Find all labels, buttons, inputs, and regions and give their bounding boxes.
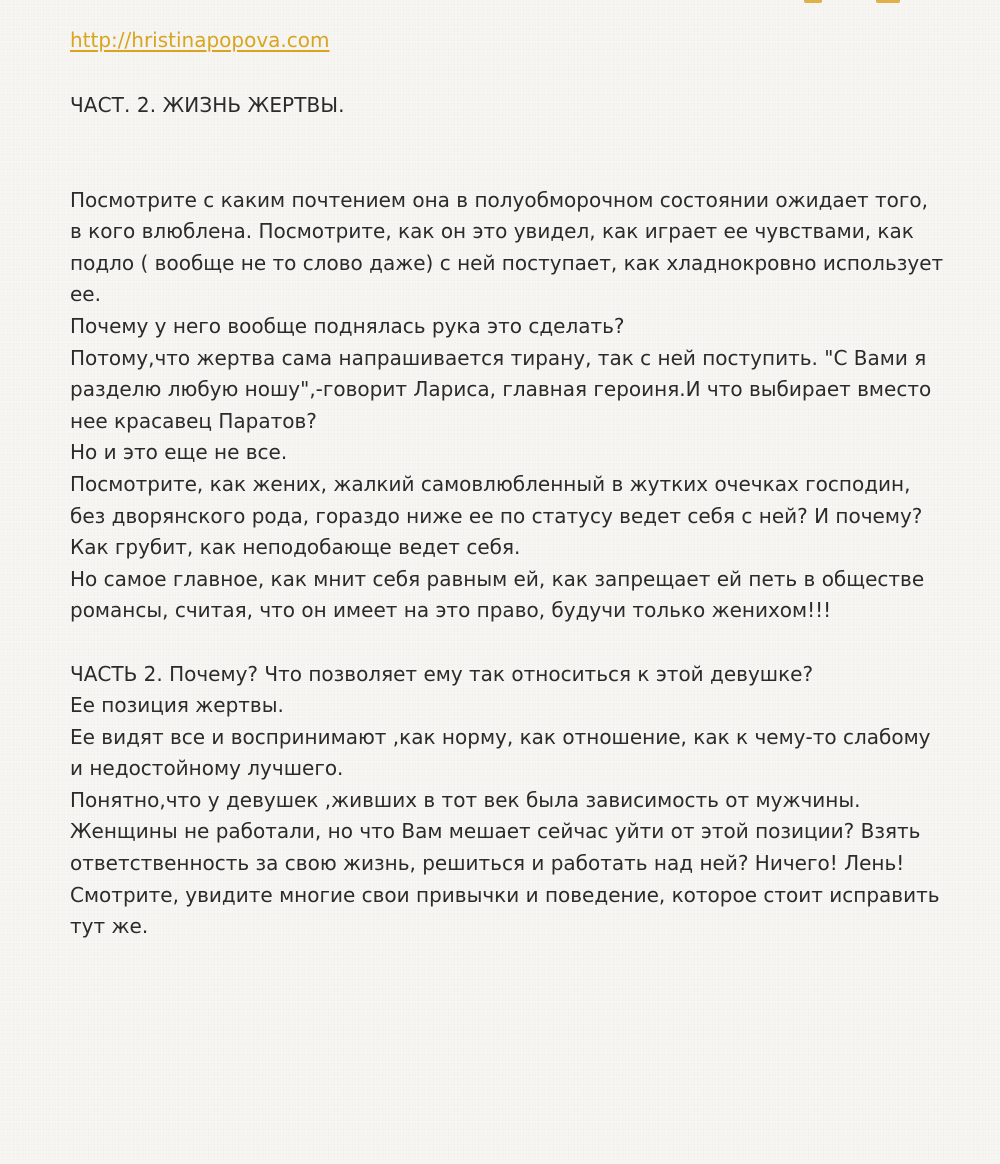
text-line: Посмотрите с каким почтением она в полуобморочном состоянии ожидает того, [70, 187, 928, 212]
text-line: Посмотрите, как жених, жалкий самовлюбленный в жутких очечках господин, [70, 471, 911, 496]
website-link[interactable]: http://hristinapopova.com [70, 28, 330, 52]
text-line: ее. [70, 282, 101, 307]
text-line: Но и это еще не все. [70, 440, 288, 465]
status-icon [876, 0, 900, 3]
text-line: Ее позиция жертвы. [70, 693, 284, 718]
text-line: Но самое главное, как мнит себя равным ей, как запрещает ей петь в обществе [70, 566, 925, 591]
text-line: ответственность за свою жизнь, решиться и работать над ней? Ничего! Лень! [70, 851, 905, 876]
paragraph-part-1 [70, 185, 950, 627]
status-icon [804, 0, 822, 3]
status-bar-fragment [800, 0, 910, 4]
text-line: разделю любую ношу",-говорит Лариса, главная героиня.И что выбирает вместо [70, 377, 932, 402]
text-line: Ее видят все и воспринимают ,как норму, как отношение, как к чему-то слабому [70, 724, 931, 749]
paragraph-part-2 [70, 659, 950, 943]
text-line: в кого влюблена. Посмотрите, как он это увидел, как играет ее чувствами, как [70, 219, 914, 244]
section-heading: ЧАСТ. 2. ЖИЗНЬ ЖЕРТВЫ. [70, 93, 345, 117]
text-line: тут же. [70, 914, 149, 939]
text-line: без дворянского рода, гораздо ниже ее по статусу ведет себя с ней? И почему? [70, 503, 923, 528]
text-line: Женщины не работали, но что Вам мешает сейчас уйти от этой позиции? Взять [70, 819, 921, 844]
text-line: Понятно,что у девушек ,живших в тот век была зависимость от мужчины. [70, 787, 861, 812]
text-line: романсы, считая, что он имеет на это право, будучи только женихом!!! [70, 598, 832, 623]
text-line: Смотрите, увидите многие свои привычки и поведение, которое стоит исправить [70, 882, 940, 907]
note-page [70, 24, 950, 943]
text-line: Почему у него вообще поднялась рука это сделать? [70, 313, 625, 338]
text-line: и недостойному лучшего. [70, 756, 344, 781]
text-line: Как грубит, как неподобающе ведет себя. [70, 535, 521, 560]
text-line: ЧАСТЬ 2. Почему? Что позволяет ему так относиться к этой девушке? [70, 661, 814, 686]
text-line: подло ( вообще не то слово даже) с ней поступает, как хладнокровно использует [70, 250, 944, 275]
text-line: нее красавец Паратов? [70, 408, 317, 433]
text-line: Потому,что жертва сама напрашивается тирану, так с ней поступить. "С Вами я [70, 345, 927, 370]
